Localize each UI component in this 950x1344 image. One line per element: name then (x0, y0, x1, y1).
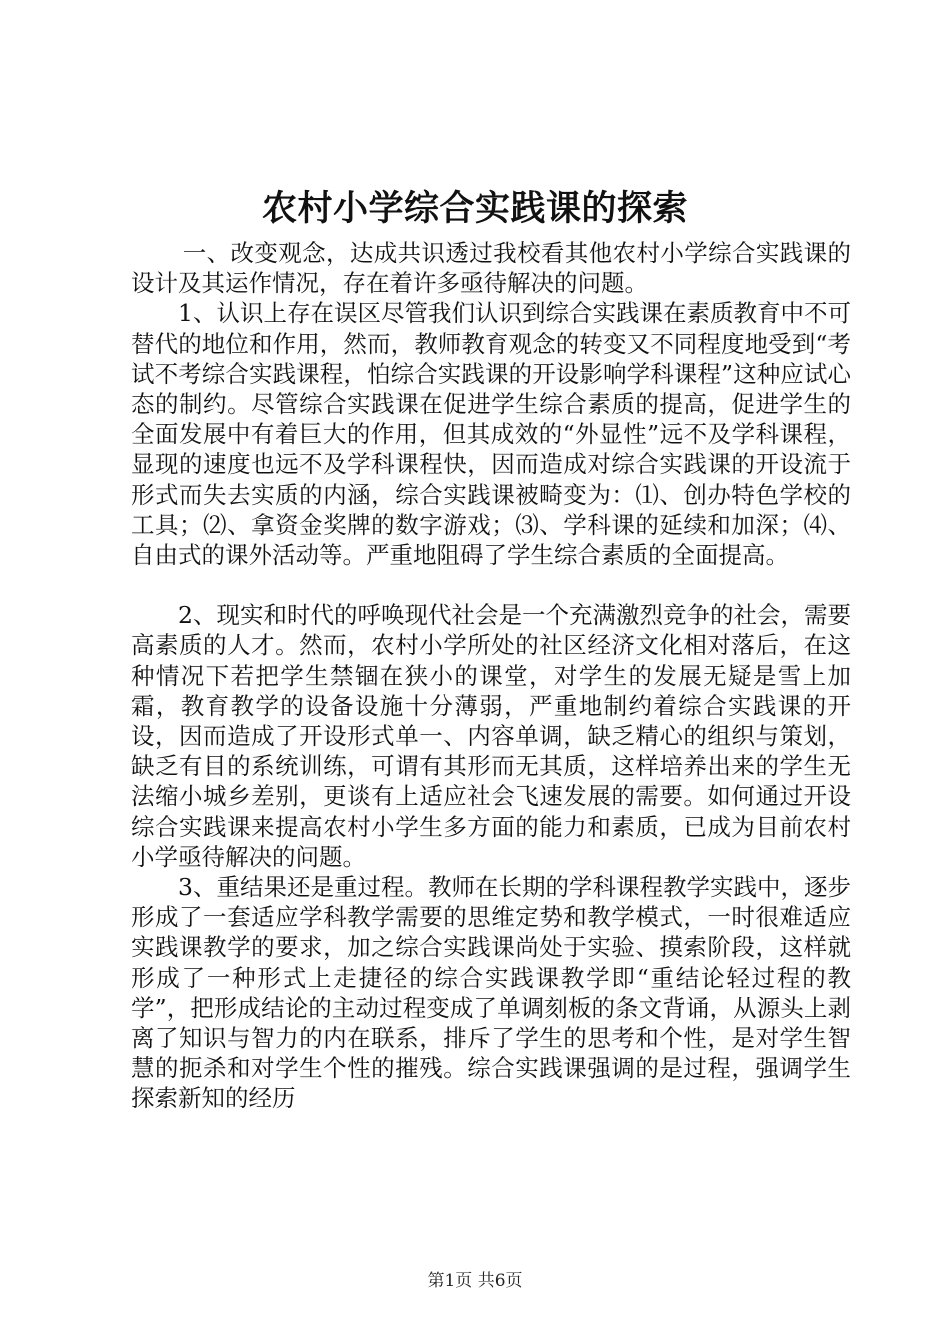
document-body (131, 238, 851, 1114)
paragraph-spacer (131, 570, 851, 600)
page-number-footer: 第1页 共6页 (427, 1271, 523, 1291)
paragraph-point-3: 3、重结果还是重过程。教师在长期的学科课程教学实践中，逐步形成了一套适应学科教学需要的思维定势和教学模式，一时很难适应实践课教学的要求，加之综合实践课尚处于实验、摸索阶段，这样就形成了一种形式上走捷径的综合实践课教学即“重结论轻过程的教学”，把形成结论的主动过程变成了单调刻板的条文背诵，从源头上剥离了知识与智力的内在联系，排斥了学生的思考和个性，是对学生智慧的扼杀和对学生个性的摧残。综合实践课强调的是过程，强调学生探索新知的经历 (131, 873, 851, 1113)
document-title: 农村小学综合实践课的探索 (261, 188, 688, 229)
paragraph-point-1: 1、认识上存在误区尽管我们认识到综合实践课在素质教育中不可替代的地位和作用，然而，教师教育观念的转变又不同程度地受到“考试不考综合实践课程，怕综合实践课的开设影响学科课程”这种应试心态的制约。尽管综合实践课在促进学生综合素质的提高，促进学生的全面发展中有着巨大的作用，但其成效的“外显性”远不及学科课程，显现的速度也远不及学科课程快，因而造成对综合实践课的开设流于形式而失去实质的内涵，综合实践课被畸变为：⑴、创办特色学校的工具；⑵、拿资金奖牌的数字游戏；⑶、学科课的延续和加深；⑷、自由式的课外活动等。严重地阻碍了学生综合素质的全面提高。 (131, 299, 851, 570)
paragraph-point-2: 2、现实和时代的呼唤现代社会是一个充满激烈竞争的社会，需要高素质的人才。然而，农村小学所处的社区经济文化相对落后，在这种情况下若把学生禁锢在狭小的课堂，对学生的发展无疑是雪上加霜，教育教学的设备设施十分薄弱，严重地制约着综合实践课的开设，因而造成了开设形式单一、内容单调，缺乏精心的组织与策划，缺乏有目的系统训练，可谓有其形而无其质，这样培养出来的学生无法缩小城乡差别，更谈有上适应社会飞速发展的需要。如何通过开设综合实践课来提高农村小学生多方面的能力和素质，已成为目前农村小学亟待解决的问题。 (131, 601, 851, 871)
paragraph-intro: 一、改变观念，达成共识透过我校看其他农村小学综合实践课的设计及其运作情况，存在着许多亟待解决的问题。 (131, 239, 851, 298)
